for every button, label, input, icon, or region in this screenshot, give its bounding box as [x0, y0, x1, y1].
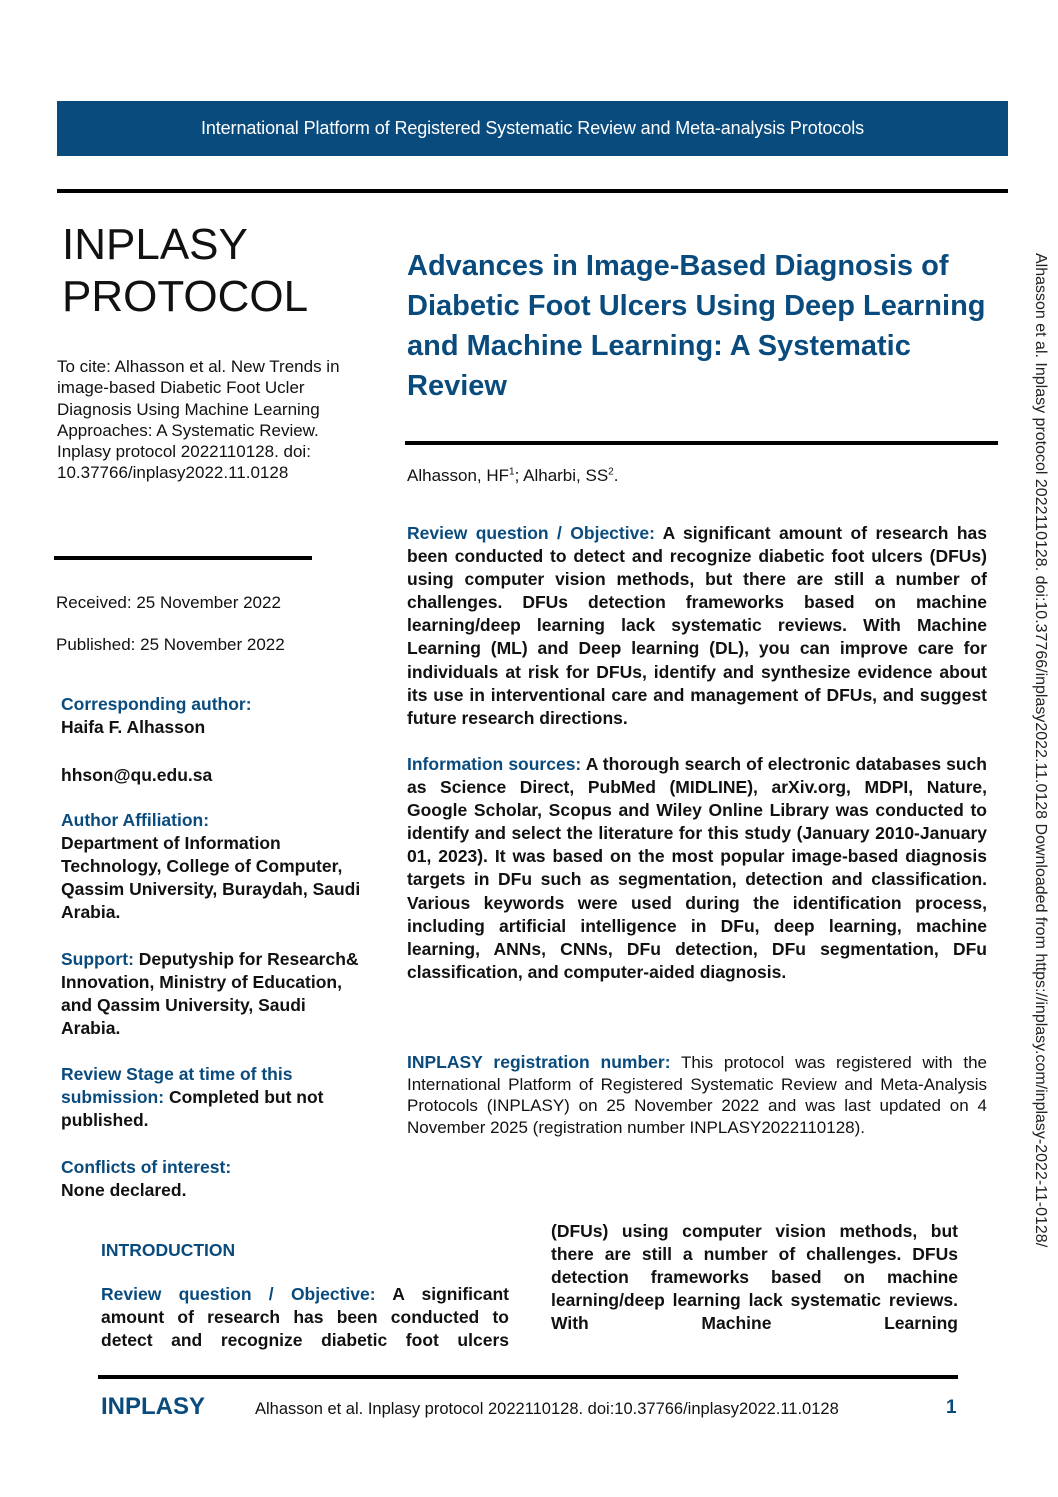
review-stage-text: Completed but not published. — [61, 1087, 324, 1130]
conflicts-block — [61, 1156, 361, 1202]
published-date: Published: 25 November 2022 — [56, 635, 285, 654]
corresponding-author-block — [61, 693, 361, 739]
information-sources-text: A thorough search of electronic databases such as Science Direct, PubMed (MIDLINE), arXiv.org, MDPI, Nature, Google Scholar, Scopus and Wiley Online Library was conducted to identify and select the literature for this study (January 2010-January 01, 2023). It was based on the most popular image-based diagnosis targets in DFu such as segmentation, detection and classification. Various keywords were used during the identification process, including artificial intelligence in DFu, deep learning, machine learning, ANNs, CNNs, DFu detection, DFu segmentation, DFu classification, and computer-aided diagnosis. — [407, 754, 987, 982]
footer-divider — [98, 1375, 958, 1379]
review-stage-label: Review Stage at time of this submission: — [61, 1064, 293, 1107]
brand-line-2: PROTOCOL — [62, 272, 309, 321]
objective-text: A significant amount of research has been conducted to detect and recognize diabetic foot ulcers (DFUs) using computer vision methods, but there are still a number of challenges. DFUs detection frameworks based on machine learning/deep learning lack systematic reviews. With Machine Learning (ML) and Deep learning (DL), you can improve care for individuals at risk for DFUs, identify and synthesize evidence about its use in interventional care and management of DFUs, and suggest future research directions. — [407, 523, 987, 728]
author-email[interactable] — [61, 764, 361, 787]
brand-line-1: INPLASY — [62, 220, 248, 269]
objective-section — [407, 522, 987, 730]
introduction-heading: INTRODUCTION — [101, 1240, 236, 1260]
review-stage-block — [61, 1063, 336, 1132]
top-divider — [57, 189, 1008, 193]
banner-text: International Platform of Registered Systematic Review and Meta-analysis Protocols — [200, 118, 865, 138]
author-end: . — [613, 466, 619, 485]
introduction-right-text: (DFUs) using computer vision methods, but there are still a number of challenges. DFUs detection frameworks based on machine learning/deep learning lack systematic reviews. With Machine Learning — [551, 1221, 958, 1333]
author-list — [407, 466, 618, 486]
information-sources-section — [407, 753, 987, 984]
introduction-left-column — [101, 1283, 509, 1352]
introduction-left-text: A significant amount of research has been conducted to detect and recognize diabetic foot ulcers — [101, 1284, 509, 1350]
email-link[interactable]: hhson@qu.edu.sa — [61, 765, 213, 785]
author-2: Alharbi, SS — [523, 466, 609, 485]
affiliation-label: Author Affiliation: — [61, 810, 210, 830]
author-1-affiliation: 1 — [509, 466, 515, 478]
affiliation-block — [61, 809, 361, 924]
sidebar-divider — [54, 556, 312, 560]
footer-citation: Alhasson et al. Inplasy protocol 2022110128. doi:10.37766/inplasy2022.11.0128 — [255, 1400, 839, 1418]
registration-section — [407, 1052, 987, 1139]
protocol-brand — [62, 219, 308, 323]
author-2-affiliation: 2 — [608, 466, 614, 478]
citation-text: To cite: Alhasson et al. New Trends in image-based Diabetic Foot Ucler Diagnosis Using Machine Learning Approaches: A Systematic Review. Inplasy protocol 2022110128. doi: 10.37766/inplasy2022.11.0128 — [57, 357, 340, 483]
article-title: Advances in Image-Based Diagnosis of Diabetic Foot Ulcers Using Deep Learning and Machine Learning: A Systematic Review — [407, 250, 986, 402]
author-separator: ; — [514, 466, 524, 485]
conflicts-text: None declared. — [61, 1180, 187, 1200]
side-download-note: Alhasson et al. Inplasy protocol 2022110128. doi:10.37766/inplasy2022.11.0128 Downloaded from https://inplasy.com/inplasy-2022-11-0128/ — [1032, 253, 1049, 1248]
registration-text: This protocol was registered with the International Platform of Registered Systematic Review and Meta-Analysis Protocols (INPLASY) on 25 November 2022 and was last updated on 4 November 2025 (registration number INPLASY2022110128). — [407, 1053, 987, 1138]
corresponding-author-label: Corresponding author: — [61, 694, 252, 714]
information-sources-label: Information sources: — [407, 754, 582, 774]
page-number: 1 — [946, 1397, 957, 1418]
author-1: Alhasson, HF — [407, 466, 510, 485]
introduction-objective-label: Review question / Objective: — [101, 1284, 376, 1304]
affiliation-text: Department of Information Technology, College of Computer, Qassim University, Buraydah, Saudi Arabia. — [61, 833, 361, 922]
platform-banner — [57, 101, 1008, 156]
support-text: Deputyship for Research& Innovation, Ministry of Education, and Qassim University, Saudi Arabia. — [61, 949, 359, 1038]
introduction-right-column — [551, 1220, 958, 1335]
objective-label: Review question / Objective: — [407, 523, 655, 543]
corresponding-author-name: Haifa F. Alhasson — [61, 717, 206, 737]
support-block — [61, 948, 361, 1040]
title-divider — [405, 441, 998, 445]
registration-label: INPLASY registration number: — [407, 1052, 671, 1072]
footer-brand: INPLASY — [101, 1393, 206, 1420]
conflicts-label: Conflicts of interest: — [61, 1157, 232, 1177]
received-date: Received: 25 November 2022 — [56, 593, 281, 612]
support-label: Support: — [61, 949, 134, 969]
